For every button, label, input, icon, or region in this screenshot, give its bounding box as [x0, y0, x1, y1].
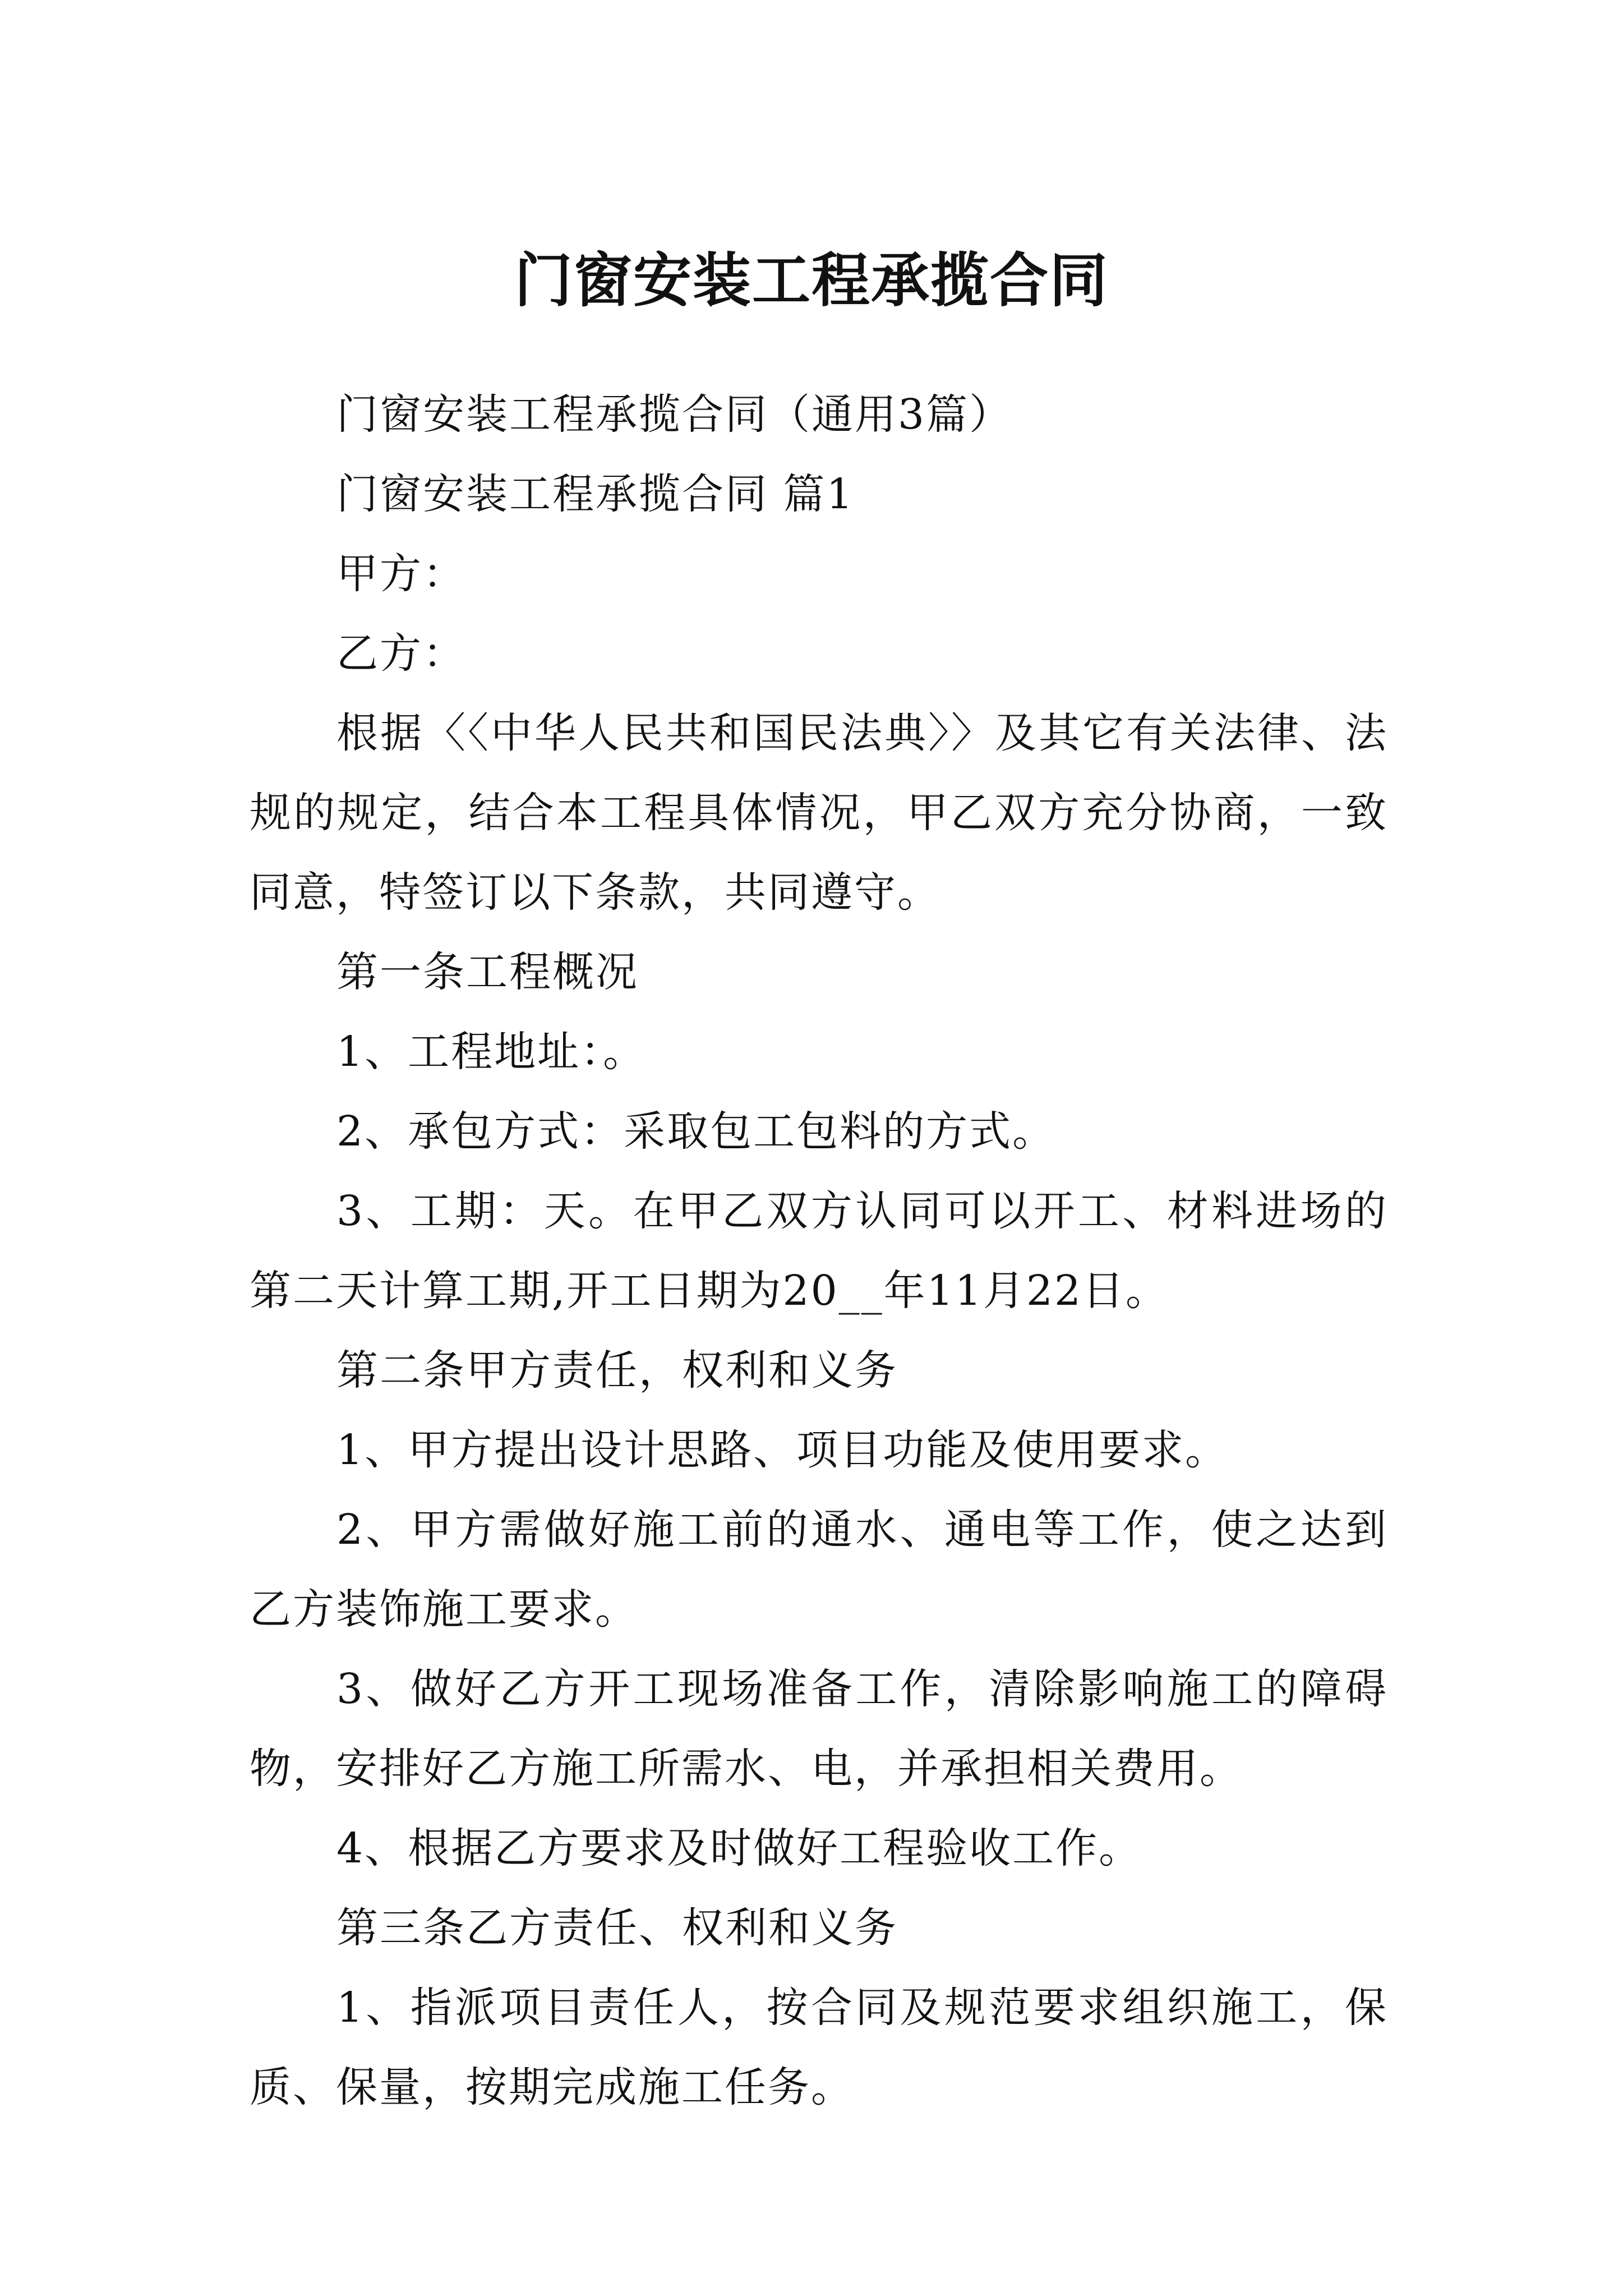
paragraph-party-a: 甲方：: [336, 550, 466, 598]
paragraph-party-b: 乙方：: [336, 629, 466, 678]
paragraph-article-2-item-1: 1、甲方提出设计思路、项目功能及使用要求。: [336, 1426, 1229, 1474]
paragraph-collection-title: 门窗安装工程承揽合同（通用3篇）: [336, 390, 1013, 439]
paragraph-article-3-item-1: 1、指派项目责任人，按合同及规范要求组织施工，保质、保量，按期完成施工任务。: [250, 1984, 1388, 2111]
paragraph-article-2-item-3: 3、做好乙方开工现场准备工作，清除影响施工的障碍物，安排好乙方施工所需水、电，并承担相关费用。: [250, 1665, 1388, 1793]
paragraph-article-2-heading: 第二条甲方责任，权利和义务: [336, 1346, 898, 1395]
paragraph-article-3-heading: 第三条乙方责任、权利和义务: [336, 1904, 898, 1952]
document-title: 门窗安装工程承揽合同: [514, 245, 1109, 315]
paragraph-article-1-item-1: 1、工程地址：。: [336, 1028, 647, 1076]
paragraph-article-1-item-3: 3、工期：天。在甲乙双方认同可以开工、材料进场的第二天计算工期,开工日期为20__年11月22日。: [250, 1187, 1388, 1315]
paragraph-preamble: 根据〈〈中华人民共和国民法典〉〉及其它有关法律、法规的规定，结合本工程具体情况，甲乙双方充分协商，一致同意，特签订以下条款，共同遵守。: [250, 709, 1388, 917]
paragraph-article-1-item-2: 2、承包方式：采取包工包料的方式。: [336, 1107, 1056, 1156]
paragraph-part-heading: 门窗安装工程承揽合同 篇1: [336, 470, 855, 518]
paragraph-article-2-item-4: 4、根据乙方要求及时做好工程验收工作。: [336, 1824, 1142, 1872]
document-body: [250, 375, 1388, 2127]
paragraph-article-1-heading: 第一条工程概况: [336, 948, 639, 996]
paragraph-article-2-item-2: 2、甲方需做好施工前的通水、通电等工作，使之达到乙方装饰施工要求。: [250, 1506, 1388, 1634]
